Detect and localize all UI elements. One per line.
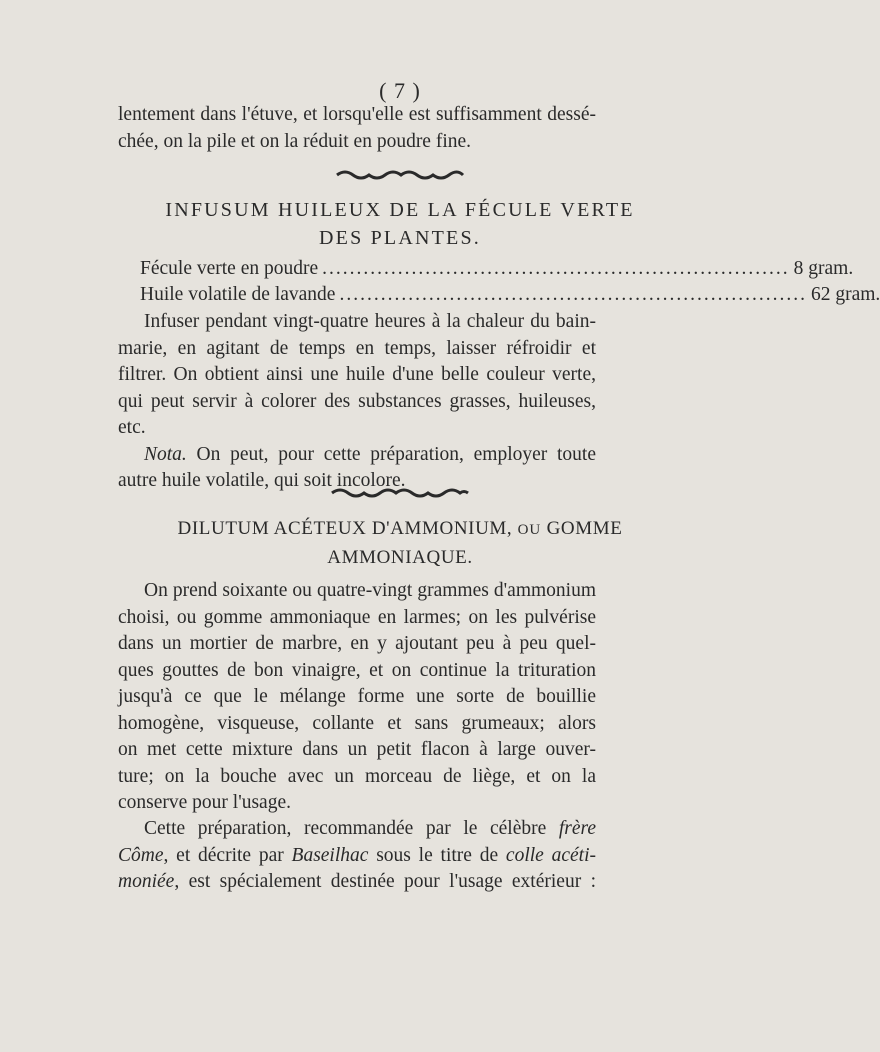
- wave-ornament-icon: [0, 486, 800, 505]
- ingredient-quantity: 8 gram.: [793, 258, 854, 279]
- intro-line: chée, on la pile et on la réduit en poudre fine.: [118, 130, 472, 152]
- body-line: choisi, ou gomme ammoniaque en larmes; on les pulvérise: [118, 606, 596, 628]
- leader-dots: ....................................................................: [339, 284, 807, 305]
- text-run: sous le titre de: [368, 844, 506, 866]
- body-line: ques gouttes de bon vinaigre, et on continue la trituration: [118, 659, 596, 681]
- section2-paragraph2: [118, 816, 596, 896]
- text-run: , et décrite par: [163, 844, 292, 866]
- italic-run: colle acéti-: [505, 844, 596, 866]
- text-run: Cette préparation, recommandée par le célèbre: [144, 818, 559, 839]
- body-line: [118, 843, 596, 870]
- page-number: ( 7 ): [379, 78, 421, 103]
- body-line: filtrer. On obtient ainsi une huile d'une belle couleur verte,: [118, 364, 596, 385]
- nota-text: On peut, pour cette préparation, employer toute: [186, 443, 596, 465]
- section1-title-line1: INFUSUM HUILEUX DE LA FÉCULE VERTE: [165, 199, 635, 221]
- section2-title-ou: OU: [517, 522, 542, 538]
- italic-run: moniée: [118, 871, 175, 892]
- ingredient-name: Huile volatile de lavande: [140, 284, 336, 305]
- section2-title-part2: GOMME: [541, 518, 623, 539]
- body-line: [118, 869, 596, 896]
- italic-run: Baseilhac: [291, 844, 369, 866]
- section2-paragraph1: [118, 578, 596, 817]
- nota-line: [118, 442, 596, 469]
- body-line: Infuser pendant vingt-quatre heures à la chaleur du bain-: [144, 311, 596, 332]
- text-run: , est spécialement destinée pour l'usage extérieur :: [174, 871, 596, 892]
- body-line: qui peut servir à colorer des substances grasses, huileuses,: [118, 390, 596, 412]
- body-line: on met cette mixture dans un petit flacon à large ouver-: [118, 739, 596, 760]
- italic-run: frère: [558, 818, 596, 839]
- body-line: dans un mortier de marbre, en y ajoutant peu à peu quel-: [118, 633, 596, 654]
- body-line: homogène, visqueuse, collante et sans grumeaux; alors: [118, 712, 596, 734]
- body-line: etc.: [118, 417, 146, 438]
- nota-line: autre huile volatile, qui soit incolore.: [118, 470, 406, 491]
- body-line: ture; on la bouche avec un morceau de liège, et on la: [118, 765, 596, 787]
- leader-dots: ....................................................................: [322, 258, 790, 279]
- body-line: On prend soixante ou quatre-vingt grammes d'ammonium: [144, 580, 596, 601]
- body-line: conserve pour l'usage.: [118, 792, 291, 813]
- section1-title: [100, 196, 700, 252]
- section2-title-part1: DILUTUM ACÉTEUX D'AMMONIUM,: [177, 518, 518, 539]
- ingredient-row: [140, 282, 880, 309]
- section2-title-line1: [100, 515, 700, 544]
- nota-label: Nota.: [144, 443, 187, 465]
- italic-run: Côme: [118, 844, 164, 866]
- ingredient-quantity: 62 gram.: [810, 284, 880, 305]
- body-line: marie, en agitant de temps en temps, laisser réfroidir et: [118, 337, 596, 359]
- section2-title: [100, 515, 700, 571]
- section1-title-line2: DES PLANTES.: [319, 227, 481, 249]
- body-line: [118, 816, 596, 843]
- ingredient-name: Fécule verte en poudre: [140, 258, 319, 279]
- section1-body: [118, 309, 596, 495]
- wave-ornament-icon: [0, 168, 800, 187]
- intro-paragraph: [118, 102, 596, 155]
- section2-title-line2: AMMONIAQUE.: [327, 547, 473, 568]
- ingredient-row: [140, 256, 854, 283]
- intro-line: lentement dans l'étuve, et lorsqu'elle est suffisamment dessé-: [118, 104, 596, 125]
- body-line: jusqu'à ce que le mélange forme une sorte de bouillie: [118, 686, 596, 707]
